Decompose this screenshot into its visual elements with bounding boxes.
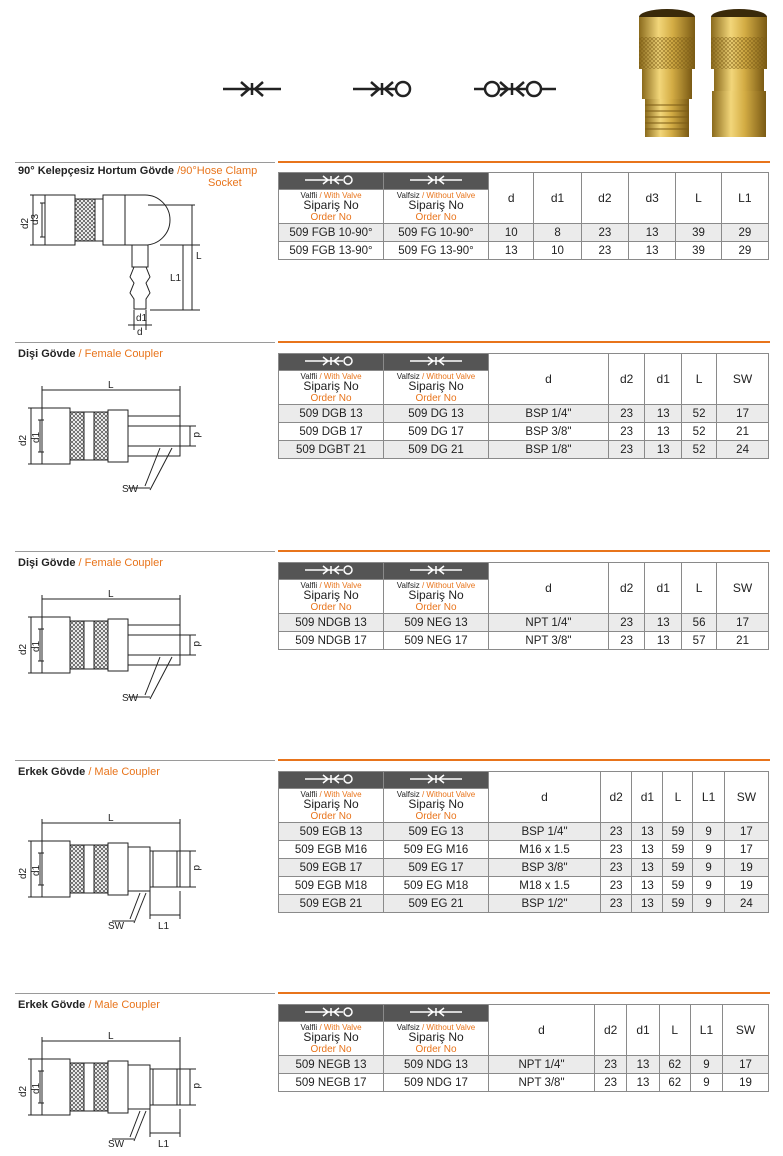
table-row: 509 NDGB 13 509 NEG 13 NPT 1/4" 23 13 56 17 [279, 614, 769, 632]
hose-socket-drawing [0, 185, 270, 335]
label-d1: d1 [31, 864, 42, 876]
header-valved-symbol [279, 563, 384, 580]
divider [15, 342, 275, 343]
col-d3: d3 [628, 173, 675, 224]
section-female-coupler-bsp [0, 348, 783, 533]
spec-table [278, 353, 769, 459]
label-d2: d2 [18, 643, 29, 655]
order-no-unvalved: Sipariş No Order No [384, 590, 489, 614]
table-row: 509 FGB 10-90° 509 FG 10-90° 10 8 23 13 39 29 [279, 224, 769, 242]
label-d1: d1 [136, 313, 148, 324]
header-unvalved-symbol [384, 1005, 489, 1022]
label-L: L [108, 589, 114, 600]
table-row: 509 EGB 13 509 EG 13 BSP 1/4" 23 13 59 9 17 [279, 823, 769, 841]
col-L: L [659, 1005, 690, 1056]
order-no-unvalved: Sipariş No Order No [384, 1032, 489, 1056]
col-L: L [663, 772, 693, 823]
label-valved: Valfli / With Valve [279, 789, 384, 800]
spec-table [278, 1004, 769, 1092]
order-no-valved: Sipariş No Order No [279, 1032, 384, 1056]
label-L1: L1 [158, 1139, 170, 1150]
col-SW: SW [724, 772, 768, 823]
col-d1: d1 [632, 772, 663, 823]
table-row: 509 NEGB 13 509 NDG 13 NPT 1/4" 23 13 62 9 17 [279, 1056, 769, 1074]
label-unvalved: Valfsiz / Without Valve [384, 371, 489, 382]
coupling-symbols [215, 72, 575, 106]
section-title: 90° Kelepçesiz Hortum Gövde /90°Hose Clamp Socket [18, 165, 258, 189]
label-L: L [108, 1031, 114, 1042]
table-row: 509 DGB 13 509 DG 13 BSP 1/4" 23 13 52 17 [279, 405, 769, 423]
label-L1: L1 [170, 273, 182, 284]
unvalved-symbol-icon [406, 355, 466, 367]
col-d2: d2 [608, 354, 645, 405]
section-title: Erkek Gövde / Male Coupler [18, 999, 160, 1011]
label-d1: d1 [31, 431, 42, 443]
accent-rule [278, 550, 770, 552]
order-no-valved: Sipariş No Order No [279, 590, 384, 614]
label-d: d [191, 865, 202, 871]
order-no-valved: Sipariş No Order No [279, 200, 384, 224]
label-L: L [108, 813, 114, 824]
label-unvalved: Valfsiz / Without Valve [384, 789, 489, 800]
one-side-valve-coupling-symbol-icon [353, 82, 410, 96]
label-d3: d3 [30, 213, 41, 225]
table-row: 509 EGB 17 509 EG 17 BSP 3/8" 23 13 59 9 19 [279, 859, 769, 877]
divider [15, 760, 275, 761]
unvalved-symbol-icon [406, 174, 466, 186]
header-unvalved-symbol [384, 173, 489, 190]
col-d: d [489, 173, 534, 224]
col-d2: d2 [601, 772, 632, 823]
valved-symbol-icon [301, 174, 361, 186]
accent-rule [278, 161, 770, 163]
col-d1: d1 [534, 173, 581, 224]
table-row: 509 NDGB 17 509 NEG 17 NPT 3/8" 23 13 57 21 [279, 632, 769, 650]
divider [15, 993, 275, 994]
label-SW: SW [108, 1139, 125, 1150]
section-male-coupler-bsp [0, 766, 783, 966]
table-row: 509 NEGB 17 509 NDG 17 NPT 3/8" 23 13 62 9 19 [279, 1074, 769, 1092]
unvalved-symbol-icon [406, 1006, 466, 1018]
table-row: 509 DGBT 21 509 DG 21 BSP 1/8" 23 13 52 24 [279, 441, 769, 459]
label-d2: d2 [20, 217, 31, 229]
label-L1: L1 [158, 921, 170, 932]
table-row: 509 EGB 21 509 EG 21 BSP 1/2" 23 13 59 9 24 [279, 895, 769, 913]
col-d: d [489, 563, 609, 614]
label-L: L [196, 251, 202, 262]
col-d: d [489, 354, 609, 405]
valved-symbol-icon [301, 773, 361, 785]
label-valved: Valfli / With Valve [279, 190, 384, 201]
accent-rule [278, 992, 770, 994]
col-d2: d2 [595, 1005, 627, 1056]
label-unvalved: Valfsiz / Without Valve [384, 1022, 489, 1033]
label-unvalved: Valfsiz / Without Valve [384, 580, 489, 591]
col-d1: d1 [645, 354, 682, 405]
section-title: Dişi Gövde / Female Coupler [18, 557, 163, 569]
col-SW: SW [723, 1005, 769, 1056]
label-d1: d1 [31, 1082, 42, 1094]
spec-table [278, 771, 769, 913]
col-SW: SW [717, 354, 769, 405]
section-title: Erkek Gövde / Male Coupler [18, 766, 160, 778]
label-SW: SW [122, 484, 139, 495]
col-L: L [682, 563, 717, 614]
label-d: d [191, 1083, 202, 1089]
spec-table [278, 562, 769, 650]
col-SW: SW [717, 563, 769, 614]
label-d2: d2 [18, 1085, 29, 1097]
accent-rule [278, 341, 770, 343]
col-L: L [676, 173, 721, 224]
order-no-unvalved: Sipariş No Order No [384, 381, 489, 405]
label-d2: d2 [18, 434, 29, 446]
male-coupler-drawing [0, 811, 270, 941]
section-hose-clamp-socket [0, 165, 783, 335]
col-L: L [682, 354, 717, 405]
unvalved-symbol-icon [406, 564, 466, 576]
label-valved: Valfli / With Valve [279, 371, 384, 382]
no-valve-coupling-symbol-icon [223, 82, 281, 96]
label-d: d [137, 327, 143, 335]
header-valved-symbol [279, 173, 384, 190]
section-male-coupler-npt [0, 999, 783, 1156]
order-no-valved: Sipariş No Order No [279, 799, 384, 823]
label-SW: SW [108, 921, 125, 932]
col-d: d [489, 1005, 595, 1056]
col-d1: d1 [627, 1005, 659, 1056]
header-valved-symbol [279, 354, 384, 371]
spec-table [278, 172, 769, 260]
col-L1: L1 [690, 1005, 722, 1056]
accent-rule [278, 759, 770, 761]
divider [15, 162, 275, 163]
label-d2: d2 [18, 867, 29, 879]
col-d1: d1 [645, 563, 682, 614]
label-d1: d1 [31, 640, 42, 652]
table-row: 509 EGB M18 509 EG M18 M18 x 1.5 23 13 59 9 19 [279, 877, 769, 895]
section-title: Dişi Gövde / Female Coupler [18, 348, 163, 360]
col-d2: d2 [608, 563, 645, 614]
label-valved: Valfli / With Valve [279, 580, 384, 591]
label-d: d [191, 432, 202, 438]
valved-symbol-icon [301, 1006, 361, 1018]
header-unvalved-symbol [384, 563, 489, 580]
valved-symbol-icon [301, 355, 361, 367]
header-unvalved-symbol [384, 772, 489, 789]
order-no-unvalved: Sipariş No Order No [384, 200, 489, 224]
label-d: d [191, 641, 202, 647]
order-no-unvalved: Sipariş No Order No [384, 799, 489, 823]
header-valved-symbol [279, 1005, 384, 1022]
label-SW: SW [122, 693, 139, 704]
table-row: 509 FGB 13-90° 509 FG 13-90° 13 10 23 13 39 29 [279, 242, 769, 260]
valved-symbol-icon [301, 564, 361, 576]
table-row: 509 EGB M16 509 EG M16 M16 x 1.5 23 13 59 9 17 [279, 841, 769, 859]
female-coupler-drawing [0, 587, 270, 707]
table-row: 509 DGB 17 509 DG 17 BSP 3/8" 23 13 52 21 [279, 423, 769, 441]
brass-coupler-photo [630, 5, 780, 140]
label-unvalved: Valfsiz / Without Valve [384, 190, 489, 201]
double-valve-coupling-symbol-icon [474, 82, 556, 96]
header-valved-symbol [279, 772, 384, 789]
unvalved-symbol-icon [406, 773, 466, 785]
order-no-valved: Sipariş No Order No [279, 381, 384, 405]
female-coupler-drawing [0, 378, 270, 498]
col-d: d [489, 772, 601, 823]
col-L1: L1 [693, 772, 724, 823]
label-valved: Valfli / With Valve [279, 1022, 384, 1033]
section-female-coupler-npt [0, 557, 783, 737]
col-L1: L1 [721, 173, 768, 224]
label-L: L [108, 380, 114, 391]
header-unvalved-symbol [384, 354, 489, 371]
col-d2: d2 [581, 173, 628, 224]
male-coupler-drawing [0, 1029, 270, 1154]
divider [15, 551, 275, 552]
